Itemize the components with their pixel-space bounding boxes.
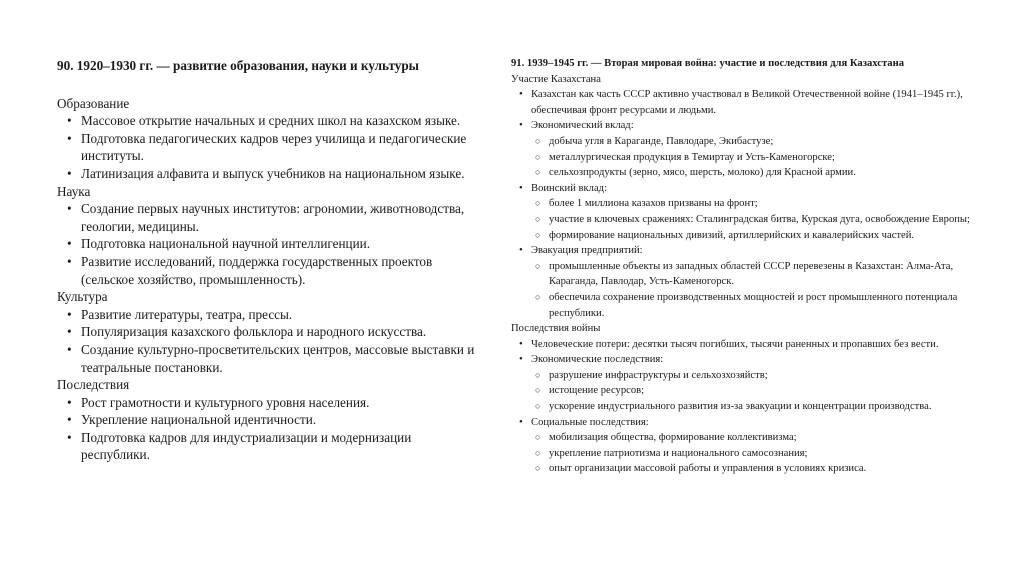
list-item-text: Экономические последствия: xyxy=(531,354,664,366)
section-heading: Образование xyxy=(57,95,130,111)
section-heading: Наука xyxy=(57,183,91,199)
list-item-text: Человеческие потери: десятки тысяч погибших, тысячи раненных и пропавших без вести. xyxy=(531,338,939,350)
list-item xyxy=(511,352,971,414)
section-participation xyxy=(511,72,971,322)
section-heading: Участие Казахстана xyxy=(511,73,601,85)
sub-list-item: ○ обеспечила сохранение производственных мощностей и рост промышленного потенциала республики. xyxy=(531,290,971,321)
list-item xyxy=(511,118,971,180)
section-war-consequences xyxy=(511,321,971,477)
section-heading: Последствия xyxy=(57,377,130,393)
right-column xyxy=(511,56,971,477)
list-item xyxy=(511,415,971,477)
list-item: • Создание культурно-просветительских центров, массовые выставки и театральные постановки. xyxy=(57,341,477,376)
list-item: • Подготовка педагогических кадров через училища и педагогические институты. xyxy=(57,130,477,165)
sub-list-item: ○ истощение ресурсов; xyxy=(531,383,971,399)
sub-list-item: ○ ускорение индустриального развития из-за эвакуации и концентрации производства. xyxy=(531,399,971,415)
list-item xyxy=(511,181,971,243)
sub-list-item: ○ промышленные объекты из западных областей СССР перевезены в Казахстан: Алма-Ата, Караганда, Павлодар, Усть-Каменогорск. xyxy=(531,259,971,290)
list-item: • Латинизация алфавита и выпуск учебников на национальном языке. xyxy=(57,165,477,183)
sub-list-item: ○ мобилизация общества, формирование коллективизма; xyxy=(531,430,971,446)
sub-list-item: ○ металлургическая продукция в Темиртау и Усть-Каменогорске; xyxy=(531,150,971,166)
list-item: • Рост грамотности и культурного уровня населения. xyxy=(57,394,477,412)
sub-list-item: ○ участие в ключевых сражениях: Сталинградская битва, Курская дуга, освобождение Европы; xyxy=(531,212,971,228)
section-heading: Культура xyxy=(57,289,108,305)
list-item: • Укрепление национальной идентичности. xyxy=(57,411,477,429)
sub-list-item: ○ разрушение инфраструктуры и сельхозхозяйств; xyxy=(531,368,971,384)
list-item-text: Казахстан как часть СССР активно участвовал в Великой Отечественной войне (1941–1945 гг.), обеспечивая фронт ресурсами и людьми. xyxy=(531,89,963,116)
sub-list-item: ○ опыт организации массовой работы и управления в условиях кризиса. xyxy=(531,461,971,477)
list-item: • Развитие исследований, поддержка государственных проектов (сельское хозяйство, промышленность). xyxy=(57,253,477,288)
list-item: • Подготовка кадров для индустриализации и модернизации республики. xyxy=(57,429,477,464)
left-column xyxy=(57,57,477,464)
sub-list-item: ○ более 1 миллиона казахов призваны на фронт; xyxy=(531,196,971,212)
left-title: 90. 1920–1930 гг. — развитие образования, науки и культуры xyxy=(57,58,419,73)
list-item-text: Воинский вклад: xyxy=(531,182,608,194)
list-item: • Создание первых научных институтов: агрономии, животноводства, геологии, медицины. xyxy=(57,200,477,235)
section-education xyxy=(57,95,477,183)
section-consequences xyxy=(57,376,477,464)
sub-list-item: ○ формирование национальных дивизий, артиллерийских и кавалерийских частей. xyxy=(531,228,971,244)
sub-list-item: ○ сельхозпродукты (зерно, мясо, шерсть, молоко) для Красной армии. xyxy=(531,165,971,181)
list-item: • Массовое открытие начальных и средних школ на казахском языке. xyxy=(57,112,477,130)
list-item-text: Эвакуация предприятий: xyxy=(531,245,643,257)
sub-list-item: ○ добыча угля в Караганде, Павлодаре, Экибастузе; xyxy=(531,134,971,150)
section-culture xyxy=(57,288,477,376)
list-item: • Подготовка национальной научной интеллигенции. xyxy=(57,235,477,253)
list-item: • Популяризация казахского фольклора и народного искусства. xyxy=(57,323,477,341)
list-item: • Развитие литературы, театра, прессы. xyxy=(57,306,477,324)
list-item xyxy=(511,87,971,118)
right-title: 91. 1939–1945 гг. — Вторая мировая война: участие и последствия для Казахстана xyxy=(511,58,904,69)
sub-list-item: ○ укрепление патриотизма и национального самосознания; xyxy=(531,446,971,462)
list-item-text: Социальные последствия: xyxy=(531,416,649,428)
section-heading: Последствия войны xyxy=(511,323,601,335)
section-science xyxy=(57,183,477,289)
list-item xyxy=(511,243,971,321)
list-item-text: Экономический вклад: xyxy=(531,120,634,132)
list-item xyxy=(511,337,971,353)
